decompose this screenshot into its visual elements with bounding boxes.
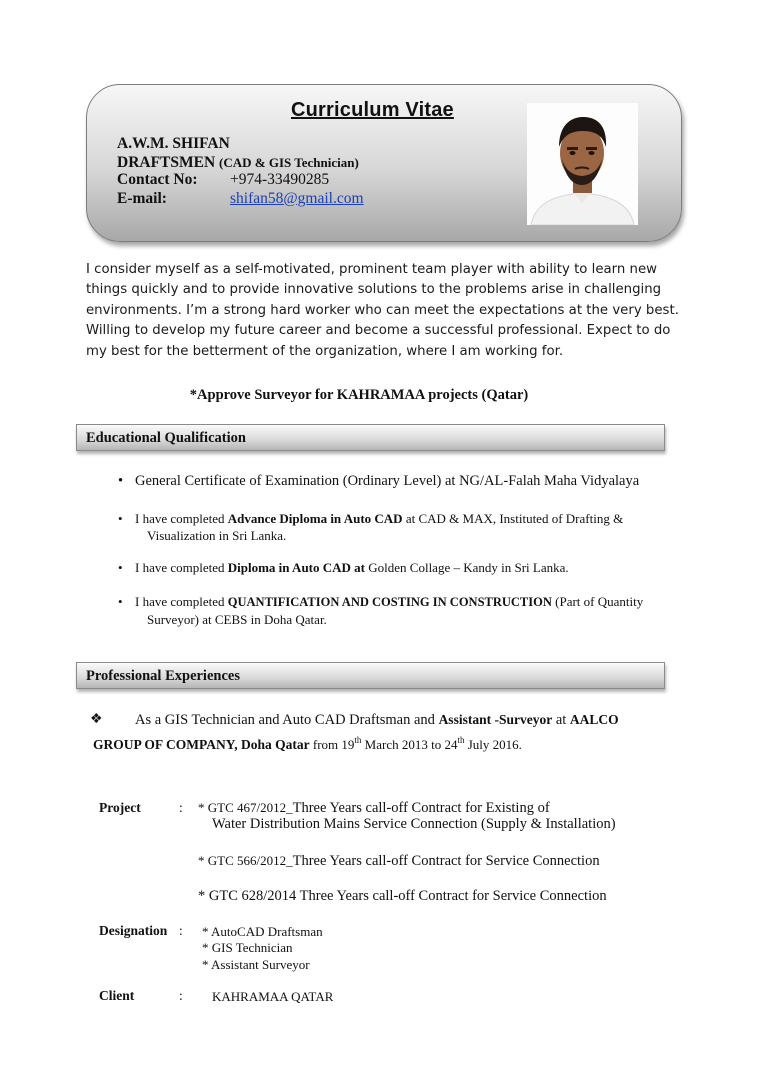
intro-line: Willing to develop my future career and become a successful professional. Expect to do — [86, 323, 671, 339]
colon: : — [179, 988, 183, 1003]
intro-line: environments. I’m a strong hard worker who can meet the expectations at the very best. — [86, 302, 679, 318]
client-label: Client — [99, 988, 135, 1003]
exp-text: at — [552, 712, 570, 728]
section-header-education: Educational Qualification — [76, 424, 665, 451]
edu-text: at CAD & MAX, Instituted of Drafting & — [402, 511, 624, 526]
approval-text: *Approve Surveyor for KAHRAMAA projects (Qatar) — [189, 387, 529, 403]
education-item — [118, 559, 569, 576]
intro-line: my best for the betterment of the organization, where I am working for. — [86, 343, 564, 359]
project-3: * GTC 628/2014 Three Years call-off Contract for Service Connection — [198, 888, 607, 904]
education-item-text — [118, 510, 623, 544]
exp-sup: th — [457, 735, 465, 746]
project-label: Project — [99, 800, 141, 815]
designation-item: * Assistant Surveyor — [202, 957, 310, 972]
exp-bold: AALCO — [569, 712, 619, 727]
project-code: * GTC 566/2012_ — [198, 853, 293, 868]
exp-text: March 2013 to 24 — [361, 737, 458, 752]
candidate-name: A.W.M. SHIFAN — [117, 135, 230, 152]
designation-item: * AutoCAD Draftsman — [202, 924, 323, 939]
exp-text: July 2016. — [464, 737, 522, 752]
candidate-role — [117, 154, 359, 172]
edu-text: (Part of Quantity — [551, 594, 644, 609]
education-item — [118, 593, 643, 628]
exp-sup: th — [354, 735, 362, 746]
colon: : — [179, 800, 183, 815]
contact-value: +974-33490285 — [230, 171, 330, 188]
edu-text: Golden Collage – Kandy in Sri Lanka. — [365, 560, 569, 575]
edu-bold: Advance Diploma in Auto CAD — [227, 511, 403, 526]
role-sub: (CAD & GIS Technician) — [219, 155, 359, 170]
edu-text: I have completed — [135, 511, 228, 526]
bullet-icon: • — [118, 473, 124, 489]
role-main: DRAFTSMEN — [117, 154, 216, 171]
contact-label: Contact No: — [117, 171, 198, 188]
edu-text: I have completed — [135, 594, 228, 609]
project-desc: Three Years call-off Contract for Service Connection — [292, 853, 600, 869]
education-item — [118, 473, 639, 490]
diamond-bullet-icon: ❖ — [90, 712, 103, 727]
bullet-icon: • — [118, 560, 123, 575]
colon: : — [179, 923, 183, 938]
edu-bold: Diploma in Auto CAD at — [227, 560, 366, 575]
education-item-text — [118, 559, 569, 576]
profile-photo — [527, 103, 638, 225]
approval-note — [0, 387, 768, 404]
email-value[interactable]: shifan58@gmail.com — [230, 190, 364, 207]
profile-photo-illustration — [527, 103, 638, 225]
edu-line2: Visualization in Sri Lanka. — [147, 528, 287, 543]
experience-line-2 — [93, 737, 522, 754]
page-title: Curriculum Vitae — [291, 99, 454, 121]
project-2 — [198, 852, 600, 870]
project-desc: Three Years call-off Contract for Existing of — [292, 800, 550, 816]
client-value: KAHRAMAA QATAR — [212, 989, 334, 1004]
education-item-text — [118, 593, 643, 628]
exp-company: GROUP OF COMPANY, Doha Qatar — [93, 737, 310, 752]
exp-text: As a GIS Technician and Auto CAD Draftsman and — [135, 712, 439, 728]
experience-line-1 — [135, 712, 619, 729]
intro-paragraph — [86, 260, 686, 362]
email-label: E-mail: — [117, 190, 167, 207]
bullet-icon: • — [118, 594, 123, 609]
intro-line: I consider myself as a self-motivated, prominent team player with ability to learn new — [86, 262, 658, 277]
edu-bold: QUANTIFICATION AND COSTING IN CONSTRUCTION — [227, 595, 552, 609]
designation-label: Designation — [99, 923, 168, 938]
project-code: * GTC 467/2012_ — [198, 800, 293, 815]
designation-item: * GIS Technician — [202, 940, 293, 955]
intro-line: things quickly and to provide innovative solutions to the problems arise in challenging — [86, 282, 662, 298]
exp-bold: Assistant -Surveyor — [438, 712, 553, 727]
bullet-icon: • — [118, 511, 123, 526]
education-item — [118, 510, 623, 544]
section-header-experience: Professional Experiences — [76, 662, 665, 689]
education-item-text: General Certificate of Examination (Ordinary Level) at NG/AL-Falah Maha Vidyalaya — [135, 473, 640, 489]
project-1-line2: Water Distribution Mains Service Connection (Supply & Installation) — [212, 816, 616, 832]
project-1 — [198, 799, 550, 817]
email-link[interactable] — [230, 190, 364, 208]
exp-text: from 19 — [309, 737, 355, 752]
edu-text: I have completed — [135, 560, 228, 575]
edu-line2: Surveyor) at CEBS in Doha Qatar. — [147, 612, 327, 627]
